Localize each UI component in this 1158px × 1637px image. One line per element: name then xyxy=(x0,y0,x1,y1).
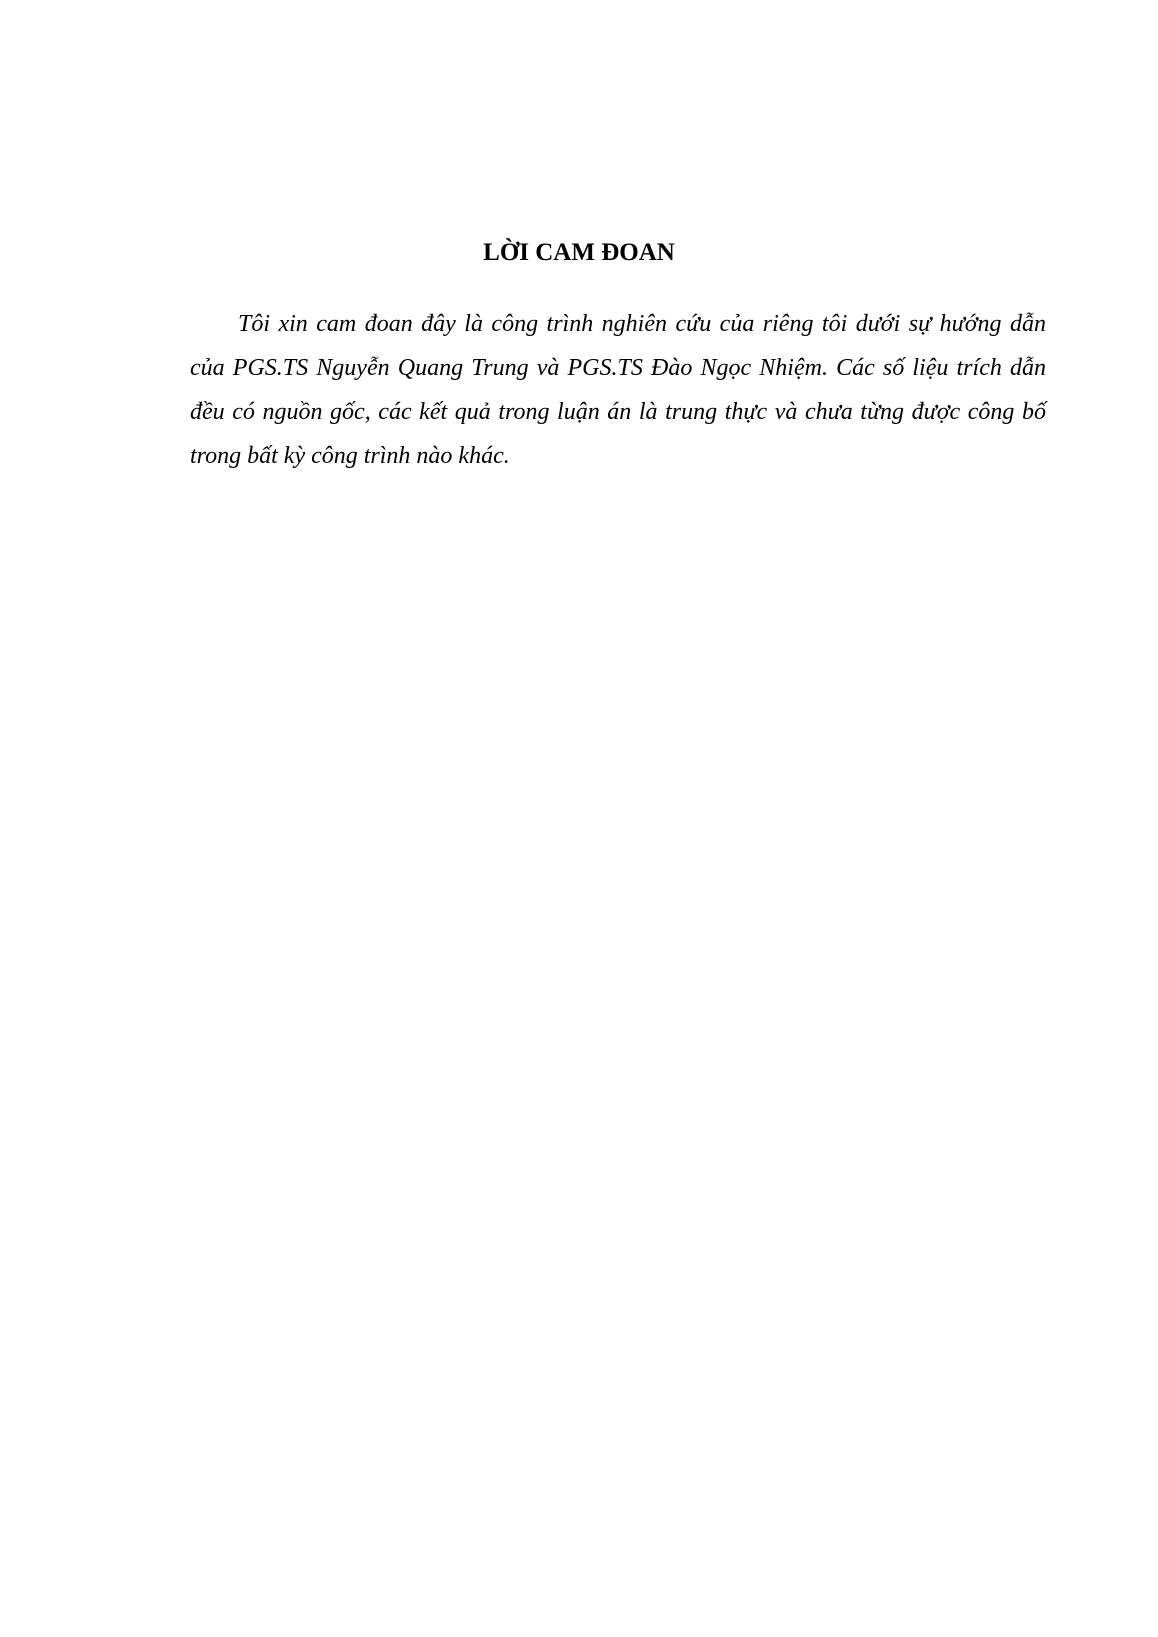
declaration-paragraph: Tôi xin cam đoan đây là công trình nghiên cứu của riêng tôi dưới sự hướng dẫn của PGS.TS Nguyễn Quang Trung và PGS.TS Đào Ngọc Nhiệm. Các số liệu trích dẫn đều có nguồn gốc, các kết quả trong luận án là trung thực và chưa từng được công bố trong bất kỳ công trình nào khác. xyxy=(190,311,1046,469)
page-title: LỜI CAM ĐOAN xyxy=(483,239,675,266)
